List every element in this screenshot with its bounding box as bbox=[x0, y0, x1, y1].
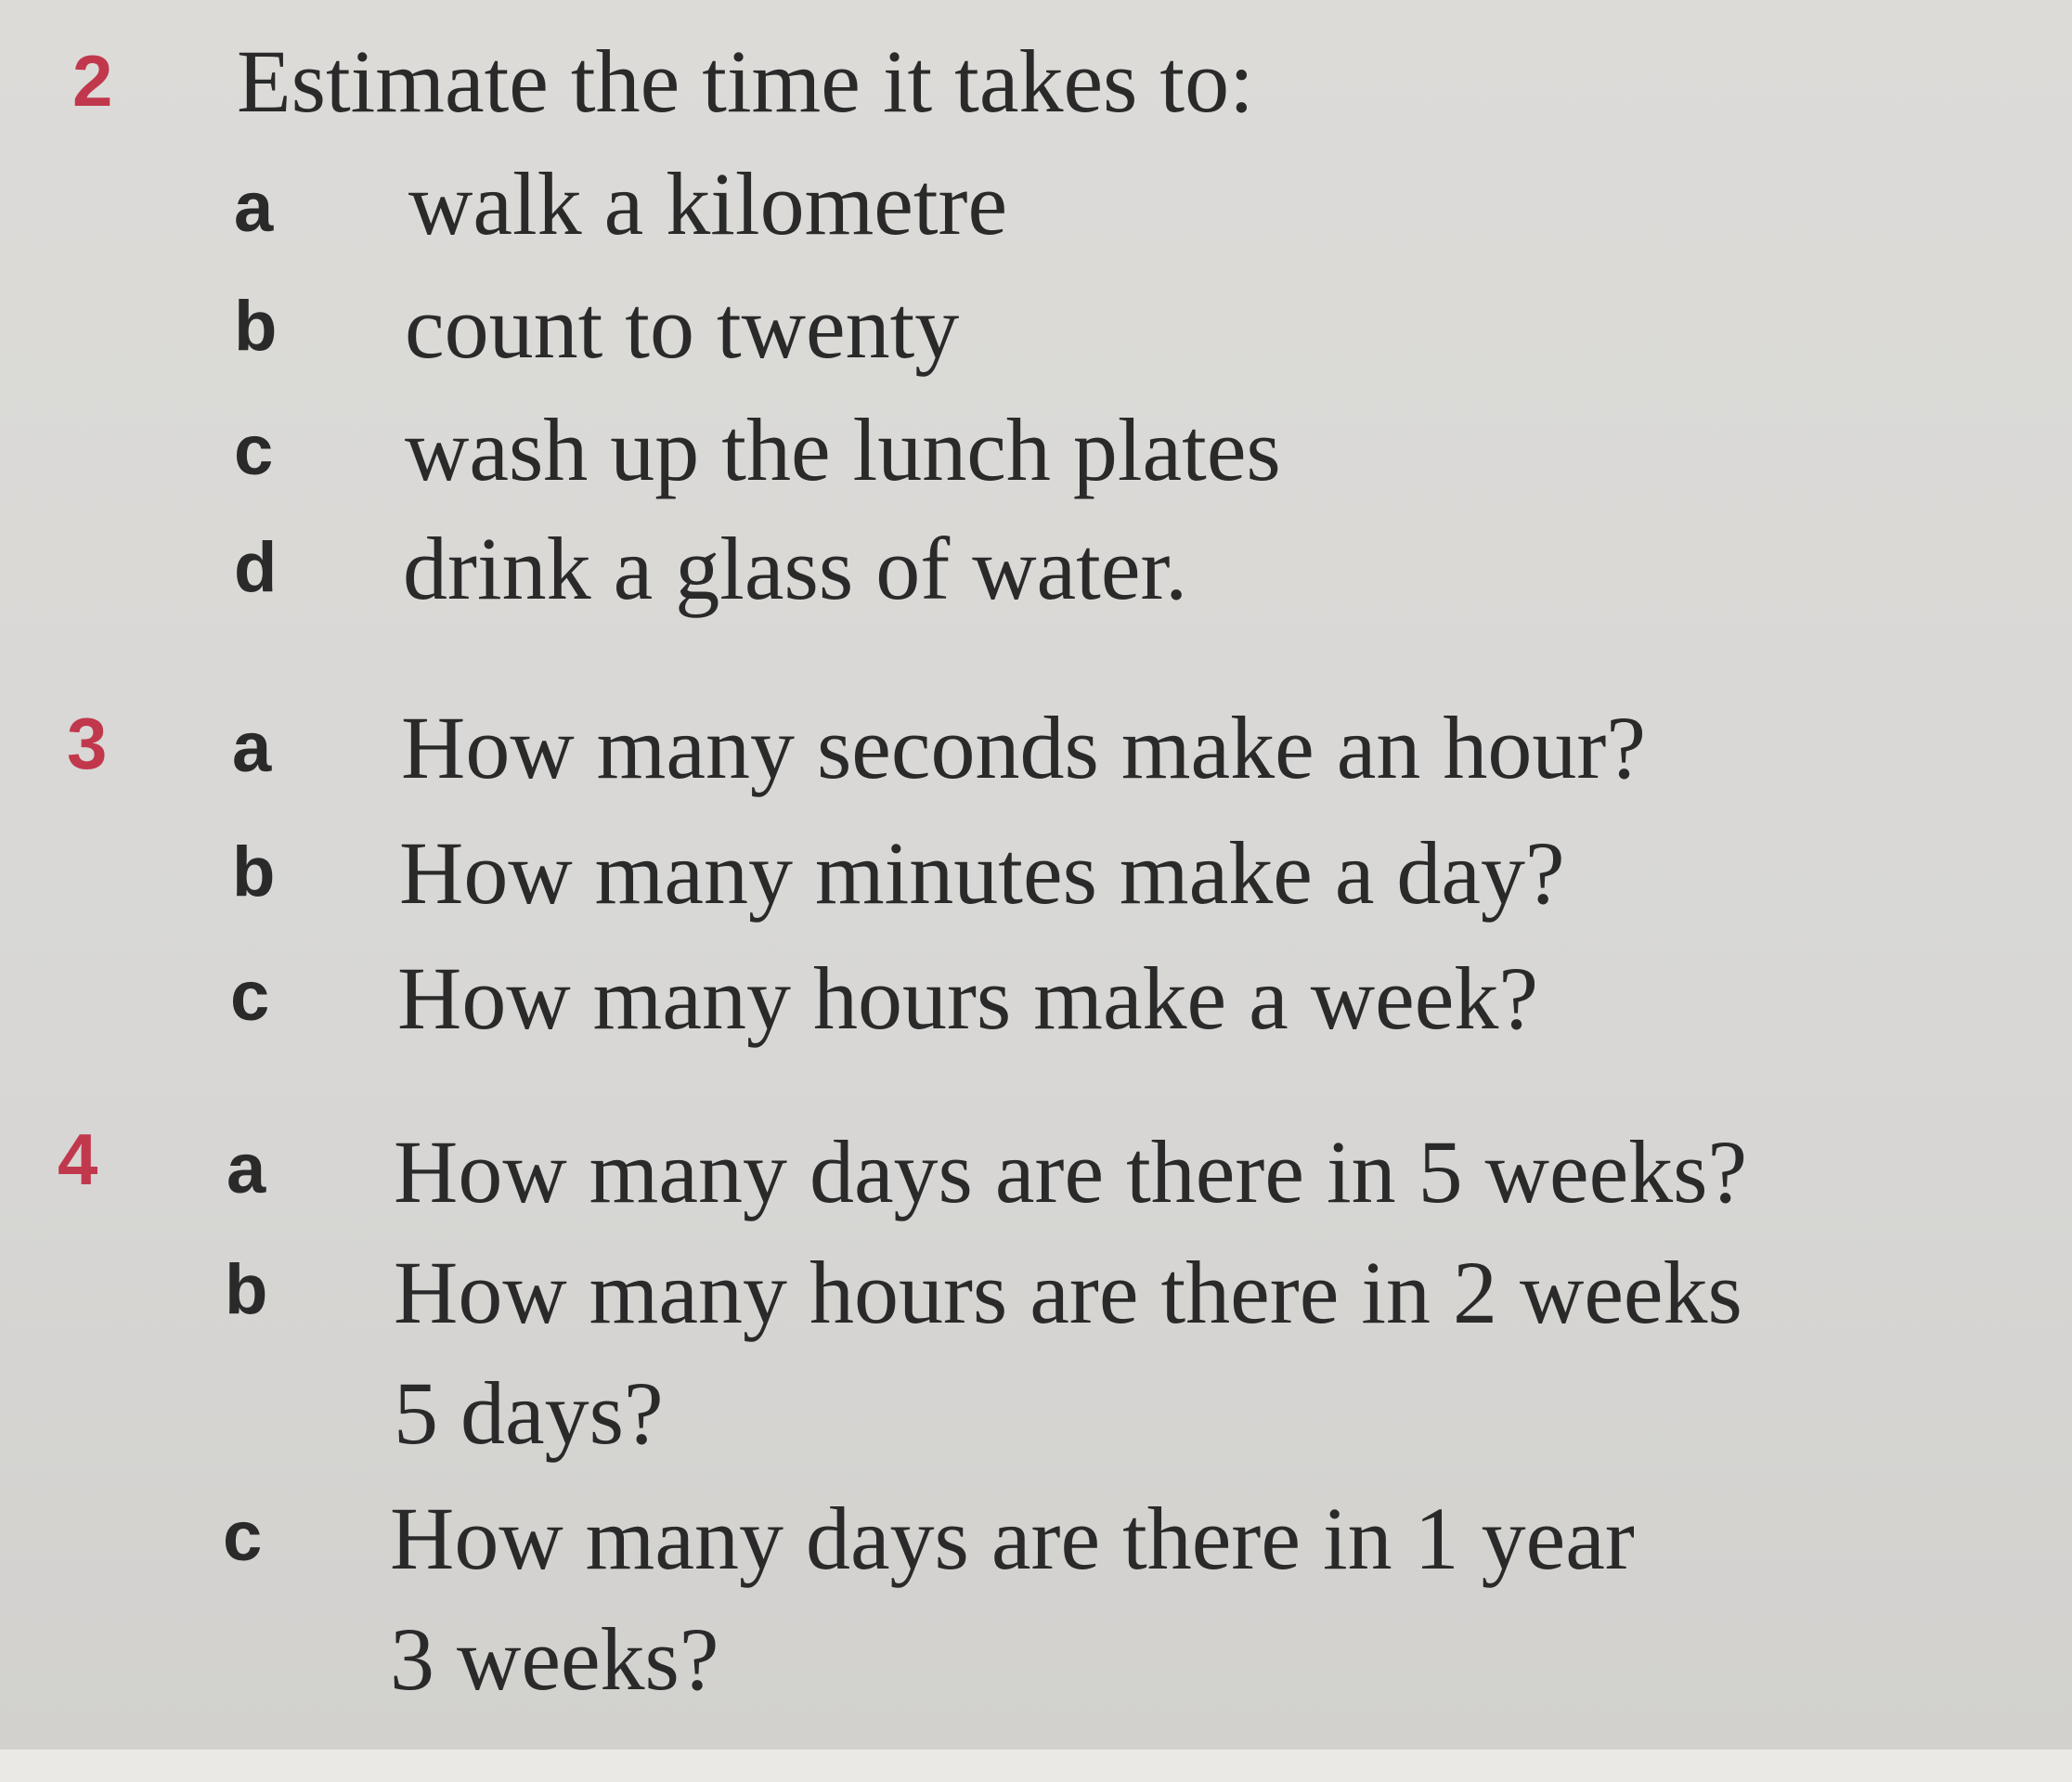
q3-item-a-letter: a bbox=[232, 708, 272, 787]
question-2-number: 2 bbox=[72, 40, 113, 122]
q2-item-d-letter: d bbox=[234, 528, 278, 607]
q4-item-a-text: How many days are there in 5 weeks? bbox=[394, 1122, 1748, 1221]
q4-item-c-text-line1: How many days are there in 1 year bbox=[390, 1489, 1635, 1588]
question-3-number: 3 bbox=[67, 703, 108, 784]
q3-item-b-letter: b bbox=[232, 833, 276, 911]
q3-item-b-text: How many minutes make a day? bbox=[399, 823, 1565, 923]
q4-item-b-text-line2: 5 days? bbox=[394, 1363, 664, 1463]
q2-item-a-letter: a bbox=[234, 168, 274, 247]
q3-item-c-text: How many hours make a week? bbox=[397, 949, 1538, 1048]
q3-item-c-letter: c bbox=[230, 957, 270, 1036]
q2-item-a-text: walk a kilometre bbox=[408, 154, 1008, 253]
question-4-number: 4 bbox=[58, 1118, 98, 1200]
q4-item-c-text-line2: 3 weeks? bbox=[390, 1609, 719, 1709]
q3-item-a-text: How many seconds make an hour? bbox=[401, 698, 1646, 797]
question-2-title: Estimate the time it takes to: bbox=[237, 32, 1254, 131]
q4-item-a-letter: a bbox=[227, 1130, 266, 1208]
q4-item-b-text-line1: How many hours are there in 2 weeks bbox=[394, 1243, 1742, 1342]
q4-item-b-letter: b bbox=[225, 1250, 268, 1329]
q4-item-c-letter: c bbox=[223, 1497, 263, 1576]
q2-item-c-text: wash up the lunch plates bbox=[405, 400, 1281, 499]
q2-item-c-letter: c bbox=[234, 411, 274, 490]
q2-item-b-text: count to twenty bbox=[405, 278, 960, 377]
q2-item-b-letter: b bbox=[234, 287, 278, 366]
page-bottom-edge bbox=[0, 1750, 2072, 1782]
q2-item-d-text: drink a glass of water. bbox=[403, 519, 1188, 618]
